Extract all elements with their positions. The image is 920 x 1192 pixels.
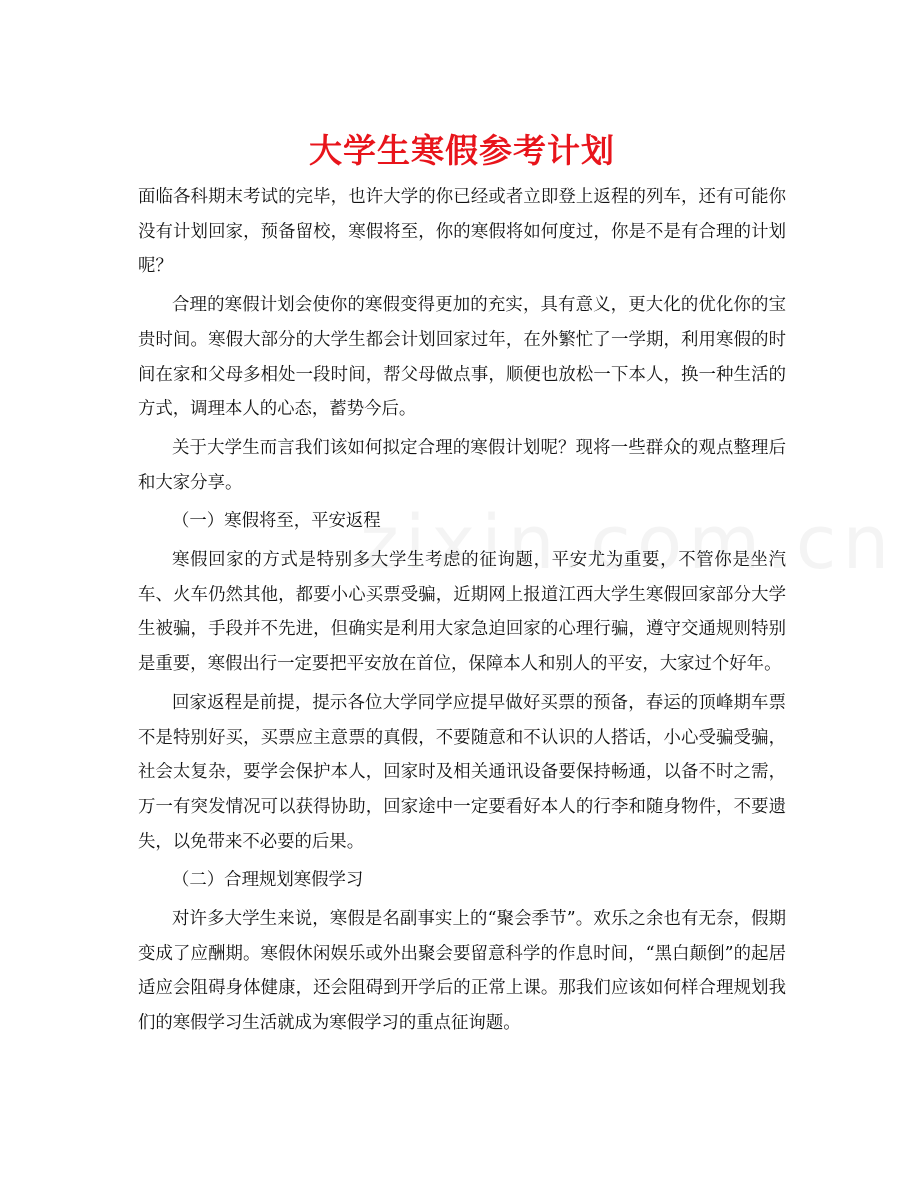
- paragraph-ticket-tips: 回家返程是前提，提示各位大学同学应提早做好买票的预备，春运的顶峰期车票不是特别好买，买票应主意票的真假，不要随意和不认识的人搭话，小心受骗受骗，社会太复杂，要学会保护本人，回家时及相关通讯设备要保持畅通，以备不时之需，万一有突发情况可以获得协助，回家途中一定要看好本人的行李和随身物件，不要遗失，以免带来不必要的后果。: [138, 692, 786, 852]
- section-heading-2: （二）合理规划寒假学习: [172, 870, 364, 891]
- paragraph-intro: 面临各科期末考试的完毕，也许大学的你已经或者立即登上返程的列车，还有可能你没有计划回家，预备留校，寒假将至，你的寒假将如何度过，你是不是有合理的计划呢？: [138, 187, 786, 277]
- document-title: 大学生寒假参考计划: [309, 131, 615, 170]
- paragraph-share: 关于大学生而言我们该如何拟定合理的寒假计划呢？现将一些群众的观点整理后和大家分享。: [138, 437, 786, 493]
- paragraph-study-plan: 对许多大学生来说，寒假是名副事实上的“聚会季节”。欢乐之余也有无奈，假期变成了应酬期。寒假休闲娱乐或外出聚会要留意科学的作息时间，“黑白颠倒”的起居适应会阻碍身体健康，还会阻碍到开学后的正常上课。那我们应该如何样合理规划我们的寒假学习生活就成为寒假学习的重点征询题。: [138, 909, 786, 1034]
- document-page: [138, 122, 786, 1041]
- paragraph-plan-meaning: 合理的寒假计划会使你的寒假变得更加的充实，具有意义，更大化的优化你的宝贵时间。寒假大部分的大学生都会计划回家过年，在外繁忙了一学期，利用寒假的时间在家和父母多相处一段时间，帮父母做点事，顺便也放松一下本人，换一种生活的方式，调理本人的心态，蓄势今后。: [138, 295, 786, 420]
- paragraph-travel-safety: 寒假回家的方式是特别多大学生考虑的征询题，平安尤为重要，不管你是坐汽车、火车仍然其他，都要小心买票受骗，近期网上报道江西大学生寒假回家部分大学生被骗，手段并不先进，但确实是利用大家急迫回家的心理行骗，遵守交通规则特别是重要，寒假出行一定要把平安放在首位，保障本人和别人的平安，大家过个好年。: [138, 550, 786, 675]
- section-heading-1: （一）寒假将至，平安返程: [172, 511, 381, 532]
